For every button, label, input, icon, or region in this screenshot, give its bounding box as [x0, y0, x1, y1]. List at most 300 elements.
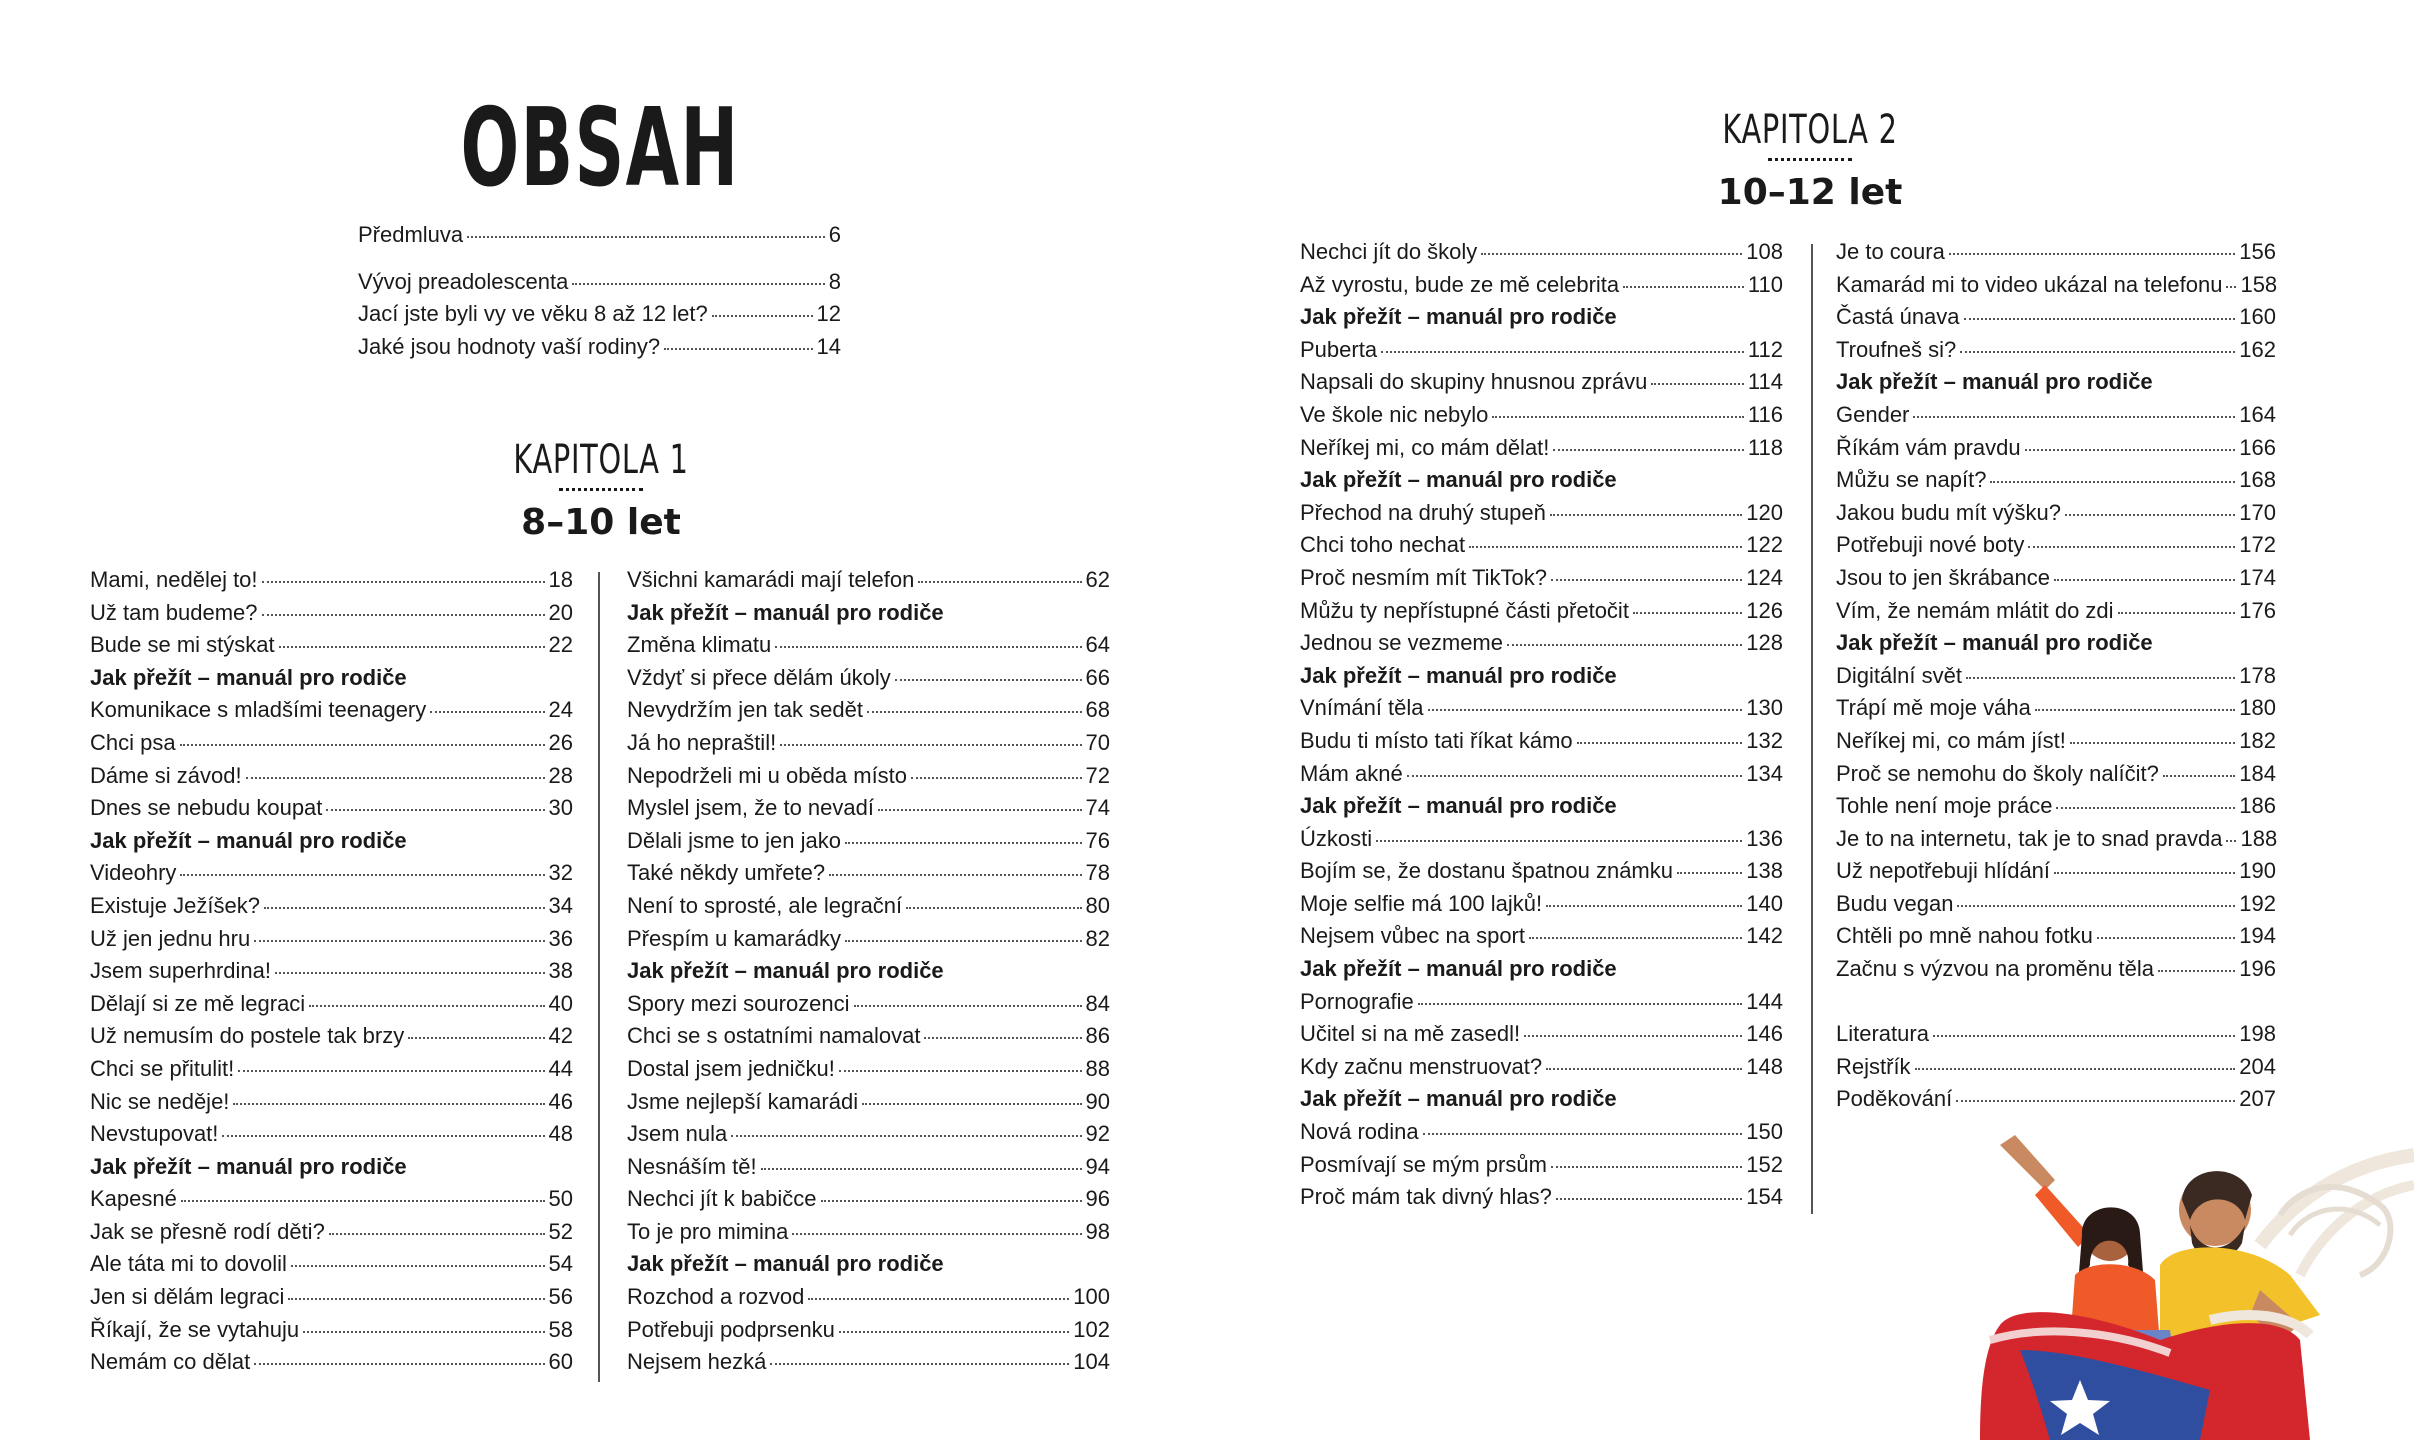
toc-entry-title: Dělají si ze mě legraci: [90, 990, 306, 1016]
toc-page-number: 18: [548, 567, 573, 592]
toc-page-number: 110: [1747, 271, 1783, 297]
dot-leader: [924, 1037, 1081, 1039]
toc-entry: [1836, 467, 2276, 500]
toc-entry: [1300, 761, 1783, 794]
dot-leader: [1524, 1035, 1742, 1037]
toc-entry: [90, 1121, 573, 1154]
toc-page-number: 74: [1085, 795, 1110, 821]
toc-back-matter: [1836, 1021, 2276, 1119]
dot-leader: [408, 1037, 544, 1039]
toc-entry: [1836, 858, 2276, 891]
toc-entry-title: Spory mezi sourozenci: [627, 990, 850, 1016]
toc-page-number: 130: [1746, 695, 1783, 721]
toc-page-number: 66: [1085, 664, 1110, 690]
toc-entry: [1300, 1054, 1783, 1087]
toc-entry-title: Neříkej mi, co mám jíst!: [1836, 727, 2066, 753]
toc-entry-title: Všichni kamarádi mají telefon: [627, 567, 915, 592]
toc-page-number: 42: [548, 1023, 573, 1049]
toc-page-number: 28: [548, 762, 573, 788]
toc-entry-title: Jak přežít – manuál pro rodiče: [1300, 1086, 1617, 1112]
toc-page-number: 196: [2239, 956, 2276, 982]
toc-page-number: 92: [1085, 1121, 1110, 1147]
dot-leader: [1550, 514, 1742, 516]
toc-entry: [1300, 695, 1783, 728]
toc-entry: [1836, 728, 2276, 761]
toc-entry-title: Říkají, že se vytahuju: [90, 1316, 300, 1342]
toc-entry-title: Troufneš si?: [1836, 336, 1957, 362]
toc-section-heading: [627, 600, 1110, 633]
toc-entry-title: Proč mám tak divný hlas?: [1300, 1184, 1552, 1210]
toc-entry-title: Kamarád mi to video ukázal na telefonu: [1836, 271, 2223, 297]
dot-leader: [1633, 612, 1742, 614]
toc-page-number: 62: [1085, 567, 1110, 592]
toc-entry: [90, 730, 573, 763]
toc-entry: [90, 1023, 573, 1056]
dot-leader: [1960, 351, 2235, 353]
toc-entry: [627, 893, 1110, 926]
toc-page-number: 32: [548, 860, 573, 886]
toc-entry: [627, 828, 1110, 861]
dot-leader: [2056, 807, 2235, 809]
dot-leader: [233, 1103, 544, 1105]
toc-entry: [1836, 826, 2276, 859]
toc-entry-title: Jak přežít – manuál pro rodiče: [1300, 793, 1617, 819]
toc-entry: [90, 860, 573, 893]
toc-page-number: 56: [548, 1284, 573, 1310]
toc-entry: [90, 1186, 573, 1219]
dot-leader: [2054, 872, 2235, 874]
toc-entry-title: Jak se přesně rodí děti?: [90, 1218, 325, 1244]
dot-leader: [867, 711, 1082, 713]
toc-entry-title: Úzkosti: [1300, 825, 1373, 851]
toc-page-number: 14: [816, 333, 841, 359]
toc-entry-title: Dnes se nebudu koupat: [90, 795, 323, 821]
toc-section-heading: [1836, 369, 2276, 402]
dot-leader: [2035, 709, 2235, 711]
toc-page-number: 50: [548, 1186, 573, 1212]
toc-entry-title: Komunikace s mladšími teenagery: [90, 697, 427, 723]
toc-entry: [358, 222, 841, 255]
dot-leader: [792, 1233, 1081, 1235]
toc-entry-title: Napsali do skupiny hnusnou zprávu: [1300, 369, 1648, 395]
dot-leader: [906, 907, 1081, 909]
toc-entry: [90, 1317, 573, 1350]
toc-entry-title: Můžu se napít?: [1836, 467, 1987, 493]
toc-page-number: 88: [1085, 1055, 1110, 1081]
toc-entry-title: Už jen jednu hru: [90, 925, 251, 951]
toc-page-number: 172: [2239, 532, 2276, 558]
toc-page-number: 20: [548, 599, 573, 625]
toc-entry: [1836, 304, 2276, 337]
toc-page-number: 116: [1747, 401, 1783, 427]
toc-page-number: 38: [548, 958, 573, 984]
toc-entry: [627, 1121, 1110, 1154]
toc-page-number: 168: [2239, 467, 2276, 493]
toc-entry-title: Mám akné: [1300, 760, 1403, 786]
toc-entry-title: Nemám co dělat: [90, 1349, 251, 1375]
toc-section-heading: [1300, 663, 1783, 696]
toc-section-heading: [627, 958, 1110, 991]
toc-entry: [1836, 532, 2276, 565]
toc-entry-title: Dáme si závod!: [90, 762, 242, 788]
dot-leader: [1990, 481, 2235, 483]
toc-page-number: 182: [2239, 727, 2276, 753]
toc-entry: [1300, 598, 1783, 631]
toc-entry-title: Chtěli po mně nahou fotku: [1836, 923, 2093, 949]
toc-entry-title: Potřebuji podprsenku: [627, 1316, 835, 1342]
dot-leader: [1651, 383, 1744, 385]
toc-page-number: 64: [1085, 632, 1110, 658]
toc-page-number: 192: [2239, 890, 2276, 916]
toc-entry: [90, 1219, 573, 1252]
dot-leader: [2097, 937, 2235, 939]
dot-leader: [303, 1331, 544, 1333]
dot-leader: [2054, 579, 2235, 581]
toc-entry-title: Jaké jsou hodnoty vaší rodiny?: [358, 333, 661, 359]
toc-entry-title: Dostal jsem jedničku!: [627, 1055, 835, 1081]
dot-leader: [2025, 449, 2236, 451]
toc-page-number: 190: [2239, 858, 2276, 884]
dot-leader: [712, 315, 813, 317]
toc-page-number: 146: [1746, 1021, 1783, 1047]
toc-page-number: 148: [1746, 1053, 1783, 1079]
toc-entry: [1836, 598, 2276, 631]
toc-entry: [1836, 1054, 2276, 1087]
toc-page-number: 48: [548, 1121, 573, 1147]
dot-leader: [1956, 1100, 2235, 1102]
dot-leader: [854, 1005, 1082, 1007]
toc-entry-title: Literatura: [1836, 1021, 1929, 1046]
toc-page-number: 150: [1746, 1119, 1783, 1145]
dot-leader: [1915, 1068, 2236, 1070]
toc-page-number: 118: [1747, 434, 1783, 460]
toc-entry-title: Jsou to jen škrábance: [1836, 564, 2051, 590]
toc-entry: [627, 795, 1110, 828]
toc-entry: [627, 730, 1110, 763]
toc-entry: [627, 860, 1110, 893]
toc-entry-title: Až vyrostu, bude ze mě celebrita: [1300, 271, 1620, 297]
dot-leader: [1964, 318, 2236, 320]
toc-entry: [1300, 989, 1783, 1022]
dot-leader: [2226, 840, 2236, 842]
dot-leader: [254, 1363, 544, 1365]
toc-page-number: 142: [1746, 923, 1783, 949]
toc-page-number: 94: [1085, 1153, 1110, 1179]
dot-leader: [775, 646, 1081, 648]
toc-entry-title: Jak přežít – manuál pro rodiče: [627, 958, 944, 984]
toc-entry: [90, 567, 573, 600]
toc-entry-title: Kapesné: [90, 1186, 177, 1212]
dot-leader: [288, 1298, 544, 1300]
toc-entry-title: Rozchod a rozvod: [627, 1284, 805, 1310]
toc-page-number: 160: [2239, 304, 2276, 330]
toc-entry-title: Nic se neděje!: [90, 1088, 230, 1114]
dot-leader: [1376, 840, 1742, 842]
toc-entry-title: Už nepotřebuji hlídání: [1836, 858, 2051, 884]
toc-entry-title: Poděkování: [1836, 1086, 1953, 1112]
toc-entry: [1836, 695, 2276, 728]
dot-leader: [1949, 253, 2235, 255]
toc-page-number: 12: [816, 301, 841, 327]
toc-entry: [90, 763, 573, 796]
toc-page-number: 204: [2239, 1053, 2276, 1079]
toc-entry-title: Změna klimatu: [627, 632, 772, 658]
toc-section-heading: [90, 1154, 573, 1187]
toc-entry-title: Nesnáším tě!: [627, 1153, 757, 1179]
toc-intro: [358, 222, 841, 366]
toc-entry: [1300, 1184, 1783, 1217]
chapter-1-header: [451, 437, 751, 543]
dot-leader: [770, 1363, 1069, 1365]
toc-entry-title: Začnu s výzvou na proměnu těla: [1836, 956, 2154, 982]
dot-leader: [329, 1233, 545, 1235]
toc-entry: [1300, 272, 1783, 305]
toc-entry: [1836, 402, 2276, 435]
toc-entry: [358, 301, 841, 334]
toc-entry: [1836, 500, 2276, 533]
chapter-age: 10–12 let: [1717, 172, 1903, 213]
dot-leader: [291, 1265, 545, 1267]
toc-entry-title: Vnímání těla: [1300, 695, 1424, 721]
toc-page-number: 207: [2239, 1086, 2276, 1112]
chapter-divider: [1768, 158, 1852, 161]
toc-entry-title: Jak přežít – manuál pro rodiče: [627, 1251, 944, 1277]
toc-page-number: 104: [1073, 1349, 1110, 1375]
toc-entry: [627, 1317, 1110, 1350]
toc-entry: [1836, 761, 2276, 794]
toc-entry: [627, 763, 1110, 796]
dot-leader: [1551, 1166, 1742, 1168]
toc-entry-title: Rejstřík: [1836, 1053, 1911, 1079]
dot-leader: [1933, 1035, 2235, 1037]
toc-entry-title: Jak přežít – manuál pro rodiče: [1300, 662, 1617, 688]
dot-leader: [262, 581, 545, 583]
dot-leader: [2226, 286, 2236, 288]
toc-page-number: 84: [1085, 990, 1110, 1016]
toc-section-heading: [1300, 467, 1783, 500]
dot-leader: [862, 1103, 1081, 1105]
toc-entry: [90, 893, 573, 926]
toc-entry-title: Budu vegan: [1836, 890, 1954, 916]
toc-entry-title: Častá únava: [1836, 304, 1960, 330]
dot-leader: [1546, 905, 1742, 907]
toc-entry: [1836, 565, 2276, 598]
dot-leader: [664, 348, 812, 350]
toc-entry: [1300, 1152, 1783, 1185]
toc-page-number: 108: [1746, 239, 1783, 264]
toc-entry: [1300, 891, 1783, 924]
toc-page-number: 6: [828, 222, 841, 247]
toc-entry: [627, 632, 1110, 665]
dot-leader: [2118, 612, 2236, 614]
chapter-label: KAPITOLA 2: [1722, 107, 1898, 153]
toc-entry: [90, 991, 573, 1024]
toc-entry-title: Gender: [1836, 401, 1910, 427]
dot-leader: [2065, 514, 2235, 516]
toc-page-number: 72: [1085, 762, 1110, 788]
toc-entry-title: Přechod na druhý stupeň: [1300, 499, 1546, 525]
toc-entry: [627, 1349, 1110, 1382]
toc-entry-title: Ve škole nic nebylo: [1300, 401, 1489, 427]
dot-leader: [2163, 775, 2235, 777]
toc-entry-title: Já ho nepraštil!: [627, 729, 777, 755]
dot-leader: [911, 777, 1081, 779]
toc-section-heading: [90, 665, 573, 698]
toc-entry: [627, 1284, 1110, 1317]
dot-leader: [829, 874, 1081, 876]
toc-entry: [1836, 337, 2276, 370]
toc-entry-title: Jak přežít – manuál pro rodiče: [627, 599, 944, 625]
dot-leader: [1556, 1198, 1742, 1200]
toc-entry: [90, 1089, 573, 1122]
toc-page-number: 44: [548, 1055, 573, 1081]
dot-leader: [839, 1331, 1069, 1333]
toc-page-number: 124: [1746, 564, 1783, 590]
toc-entry: [627, 991, 1110, 1024]
dot-leader: [895, 679, 1082, 681]
toc-entry: [1300, 826, 1783, 859]
toc-page-number: 60: [548, 1349, 573, 1375]
toc-entry-title: Kdy začnu menstruovat?: [1300, 1053, 1543, 1079]
toc-section-heading: [627, 1251, 1110, 1284]
toc-entry-title: Pornografie: [1300, 988, 1414, 1014]
dot-leader: [254, 940, 544, 942]
toc-section-heading: [1300, 1086, 1783, 1119]
toc-page-number: 46: [548, 1088, 573, 1114]
toc-page-number: 132: [1746, 727, 1783, 753]
toc-chapter-2-column-1: [1300, 239, 1783, 1217]
dot-leader: [1966, 677, 2235, 679]
toc-page-number: 40: [548, 990, 573, 1016]
dot-leader: [1507, 644, 1742, 646]
dot-leader: [1418, 1003, 1743, 1005]
toc-entry: [358, 269, 841, 302]
toc-page-number: 140: [1746, 890, 1783, 916]
toc-page-number: 176: [2239, 597, 2276, 623]
toc-entry-title: Je to na internetu, tak je to snad pravda: [1836, 825, 2223, 851]
toc-entry-title: Chci se přitulit!: [90, 1055, 235, 1081]
dot-leader: [309, 1005, 544, 1007]
toc-entry: [90, 958, 573, 991]
toc-page-number: 156: [2239, 239, 2276, 264]
toc-page-number: 8: [828, 268, 841, 294]
toc-chapter-1-column-2: [627, 567, 1110, 1382]
toc-entry-title: Bojím se, že dostanu špatnou známku: [1300, 858, 1673, 884]
toc-entry: [1836, 891, 2276, 924]
toc-page-number: 22: [548, 632, 573, 658]
toc-entry-title: Proč se nemohu do školy nalíčit?: [1836, 760, 2159, 786]
dot-leader: [731, 1135, 1081, 1137]
toc-entry-title: Učitel si na mě zasedl!: [1300, 1021, 1521, 1047]
toc-entry-title: Jak přežít – manuál pro rodiče: [90, 664, 407, 690]
toc-page-number: 164: [2239, 401, 2276, 427]
dot-leader: [1529, 937, 1742, 939]
toc-entry: [1300, 858, 1783, 891]
toc-page-number: 158: [2240, 271, 2278, 297]
toc-section-heading: [1300, 793, 1783, 826]
toc-page-number: 100: [1073, 1284, 1110, 1310]
dot-leader: [279, 646, 545, 648]
toc-entry-title: Budu ti místo tati říkat kámo: [1300, 727, 1573, 753]
toc-page-number: 188: [2240, 825, 2278, 851]
toc-entry-title: Nevstupovat!: [90, 1121, 219, 1147]
dot-leader: [2028, 546, 2235, 548]
toc-page-number: 162: [2239, 336, 2276, 362]
toc-chapter-1-column-1: [90, 567, 573, 1382]
toc-entry: [627, 1186, 1110, 1219]
toc-entry-title: Předmluva: [358, 222, 464, 247]
toc-page-number: 136: [1746, 825, 1783, 851]
dot-leader: [180, 744, 545, 746]
toc-entry-title: Nejsem vůbec na sport: [1300, 923, 1525, 949]
toc-entry-title: Potřebuji nové boty: [1836, 532, 2025, 558]
toc-entry: [627, 567, 1110, 600]
toc-page-number: 120: [1746, 499, 1783, 525]
toc-entry-title: Myslel jsem, že to nevadí: [627, 795, 874, 821]
toc-page-number: 90: [1085, 1088, 1110, 1114]
toc-entry-title: Moje selfie má 100 lajků!: [1300, 890, 1543, 916]
toc-entry: [90, 600, 573, 633]
dot-leader: [761, 1168, 1082, 1170]
toc-entry-title: Vím, že nemám mlátit do zdi: [1836, 597, 2114, 623]
toc-entry-title: Neříkej mi, co mám dělat!: [1300, 434, 1550, 460]
rollercoaster-illustration: [1960, 1125, 2414, 1440]
dot-leader: [2158, 970, 2235, 972]
toc-entry: [1300, 337, 1783, 370]
toc-entry-title: Trápí mě moje váha: [1836, 695, 2031, 721]
toc-entry: [1300, 923, 1783, 956]
dot-leader: [222, 1135, 544, 1137]
toc-entry-title: Vývoj preadolescenta: [358, 268, 569, 294]
toc-page-number: 166: [2239, 434, 2276, 460]
chapter-2-header: [1660, 107, 1960, 213]
toc-entry-title: Mami, nedělej to!: [90, 567, 258, 592]
dot-leader: [1481, 253, 1742, 255]
toc-entry: [1836, 956, 2276, 989]
toc-page-number: 126: [1746, 597, 1783, 623]
toc-entry-title: Nechci jít k babičce: [627, 1186, 817, 1212]
toc-entry: [90, 697, 573, 730]
dot-leader: [845, 940, 1082, 942]
toc-entry-title: Přespím u kamarádky: [627, 925, 841, 951]
toc-entry: [1836, 663, 2276, 696]
dot-leader: [1957, 905, 2235, 907]
dot-leader: [264, 907, 545, 909]
toc-entry: [627, 697, 1110, 730]
dot-leader: [845, 842, 1082, 844]
toc-entry: [90, 795, 573, 828]
toc-page-number: 194: [2239, 923, 2276, 949]
toc-entry: [627, 1023, 1110, 1056]
toc-chapter-2-column-2: [1836, 239, 2276, 989]
toc-page-number: 114: [1747, 369, 1783, 395]
dot-leader: [430, 711, 544, 713]
toc-entry-title: Posmívají se mým prsům: [1300, 1151, 1547, 1177]
toc-page-number: 170: [2239, 499, 2276, 525]
dot-leader: [246, 777, 545, 779]
dot-leader: [1913, 416, 2235, 418]
toc-entry-title: Jsme nejlepší kamarádi: [627, 1088, 859, 1114]
dot-leader: [1381, 351, 1744, 353]
toc-entry: [1300, 630, 1783, 663]
toc-entry: [90, 632, 573, 665]
toc-page-number: 96: [1085, 1186, 1110, 1212]
dot-leader: [780, 744, 1081, 746]
toc-entry-title: Můžu ty nepřístupné části přetočit: [1300, 597, 1629, 623]
toc-entry-title: Chci psa: [90, 729, 176, 755]
toc-entry: [1300, 565, 1783, 598]
toc-entry-title: Už tam budeme?: [90, 599, 258, 625]
